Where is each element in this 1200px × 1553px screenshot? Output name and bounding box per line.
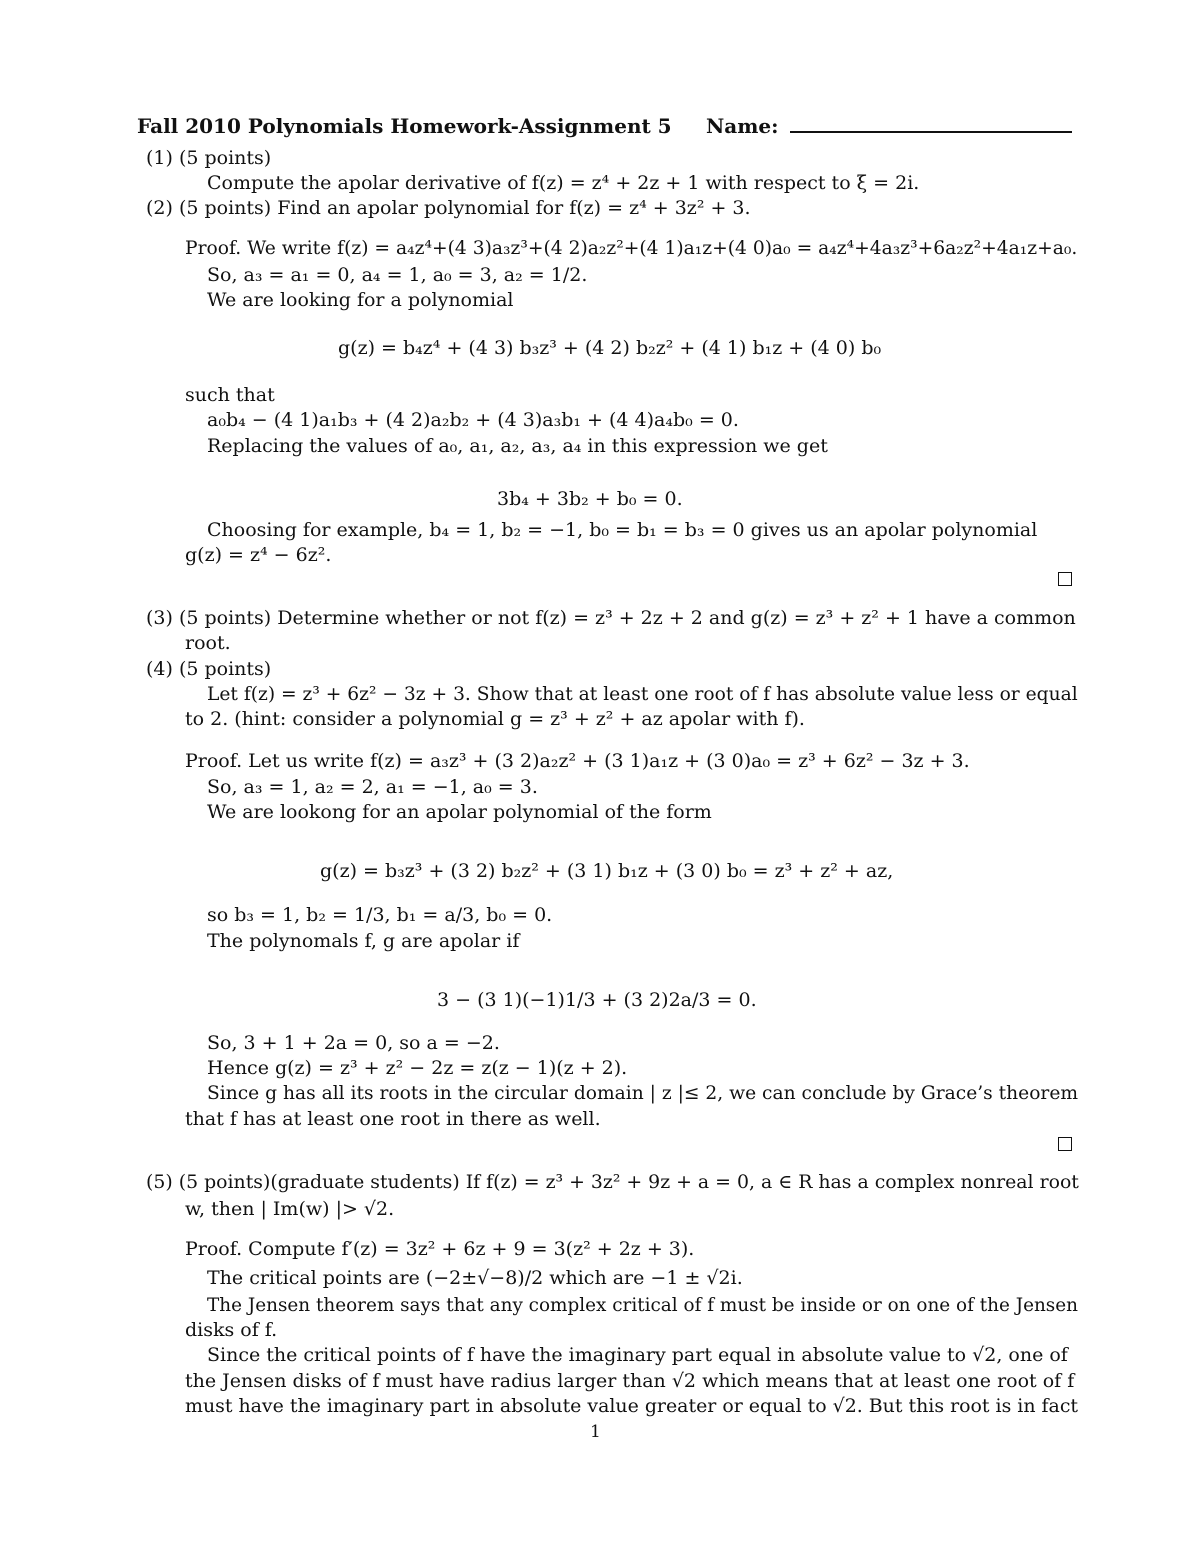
problem-4-line-2: to 2. (hint: consider a polynomial g = z³ + z² + az apolar with f). bbox=[185, 708, 805, 730]
name-blank-line bbox=[790, 131, 1072, 133]
qed-symbol bbox=[1058, 572, 1072, 586]
proof-4-line-2: So, a₃ = 1, a₂ = 2, a₁ = −1, a₀ = 3. bbox=[207, 776, 538, 798]
problem-2-header: (2) (5 points) Find an apolar polynomial for f(z) = z⁴ + 3z² + 3. bbox=[146, 197, 751, 219]
proof-2-line-1: Proof. We write f(z) = a₄z⁴+(4 3)a₃z³+(4 2)a₂z²+(4 1)a₁z+(4 0)a₀ = a₄z⁴+4a₃z³+6a₂z²+4a₁z+a₀. bbox=[185, 237, 1078, 259]
proof-2-line-8: g(z) = z⁴ − 6z². bbox=[185, 544, 332, 566]
qed-symbol bbox=[1058, 1137, 1072, 1151]
problem-1-text: Compute the apolar derivative of f(z) = z⁴ + 2z + 1 with respect to ξ = 2i. bbox=[207, 172, 920, 194]
proof-2-display-2: 3b₄ + 3b₂ + b₀ = 0. bbox=[497, 488, 683, 510]
proof-2-line-6: Replacing the values of a₀, a₁, a₂, a₃, a₄ in this expression we get bbox=[207, 435, 828, 457]
proof-4-display-2: 3 − (3 1)(−1)1/3 + (3 2)2a/3 = 0. bbox=[437, 989, 757, 1011]
name-label: Name: bbox=[706, 114, 779, 138]
problem-3-line-2: root. bbox=[185, 632, 231, 654]
proof-4-line-6: So, 3 + 1 + 2a = 0, so a = −2. bbox=[207, 1032, 500, 1054]
proof-2-line-2: So, a₃ = a₁ = 0, a₄ = 1, a₀ = 3, a₂ = 1/2. bbox=[207, 264, 588, 286]
problem-5-line-2: w, then | Im(w) |> √2. bbox=[185, 1198, 395, 1220]
proof-2-display-1: g(z) = b₄z⁴ + (4 3) b₃z³ + (4 2) b₂z² + (4 1) b₁z + (4 0) b₀ bbox=[338, 337, 882, 359]
page-number: 1 bbox=[590, 1422, 601, 1442]
problem-1-header: (1) (5 points) bbox=[146, 147, 272, 169]
proof-2-line-4: such that bbox=[185, 384, 275, 406]
proof-5-line-1: Proof. Compute f′(z) = 3z² + 6z + 9 = 3(z² + 2z + 3). bbox=[185, 1238, 695, 1260]
proof-4-line-1: Proof. Let us write f(z) = a₃z³ + (3 2)a₂z² + (3 1)a₁z + (3 0)a₀ = z³ + 6z² − 3z + 3. bbox=[185, 750, 970, 772]
problem-3-line-1: (3) (5 points) Determine whether or not f(z) = z³ + 2z + 2 and g(z) = z³ + z² + 1 have a common bbox=[146, 607, 1076, 629]
proof-2-line-7: Choosing for example, b₄ = 1, b₂ = −1, b₀ = b₁ = b₃ = 0 gives us an apolar polynomial bbox=[207, 519, 1038, 541]
proof-5-line-6: the Jensen disks of f must have radius larger than √2 which means that at least one root of f bbox=[185, 1370, 1075, 1392]
proof-5-line-5: Since the critical points of f have the imaginary part equal in absolute value to √2, one of bbox=[207, 1344, 1068, 1366]
proof-5-line-4: disks of f. bbox=[185, 1319, 278, 1341]
proof-4-line-8: Since g has all its roots in the circular domain | z |≤ 2, we can conclude by Grace’s theorem bbox=[207, 1082, 1079, 1104]
problem-4-header: (4) (5 points) bbox=[146, 658, 272, 680]
proof-5-line-3: The Jensen theorem says that any complex critical of f must be inside or on one of the Jensen bbox=[207, 1294, 1078, 1316]
proof-5-line-7: must have the imaginary part in absolute value greater or equal to √2. But this root is in fact bbox=[185, 1395, 1079, 1417]
problem-4-line-1: Let f(z) = z³ + 6z² − 3z + 3. Show that at least one root of f has absolute value less or equal bbox=[207, 683, 1078, 705]
proof-5-line-2: The critical points are (−2±√−8)/2 which are −1 ± √2i. bbox=[207, 1267, 743, 1289]
proof-4-line-4: so b₃ = 1, b₂ = 1/3, b₁ = a/3, b₀ = 0. bbox=[207, 904, 553, 926]
proof-2-line-3: We are looking for a polynomial bbox=[207, 289, 514, 311]
proof-4-display-1: g(z) = b₃z³ + (3 2) b₂z² + (3 1) b₁z + (3 0) b₀ = z³ + z² + az, bbox=[320, 860, 894, 882]
proof-4-line-7: Hence g(z) = z³ + z² − 2z = z(z − 1)(z + 2). bbox=[207, 1057, 628, 1079]
proof-4-line-3: We are lookong for an apolar polynomial of the form bbox=[207, 801, 712, 823]
proof-4-line-9: that f has at least one root in there as well. bbox=[185, 1108, 601, 1130]
proof-2-line-5: a₀b₄ − (4 1)a₁b₃ + (4 2)a₂b₂ + (4 3)a₃b₁ + (4 4)a₄b₀ = 0. bbox=[207, 409, 739, 431]
proof-4-line-5: The polynomals f, g are apolar if bbox=[207, 930, 520, 952]
problem-5-line-1: (5) (5 points)(graduate students) If f(z) = z³ + 3z² + 9z + a = 0, a ∈ R has a complex nonreal root bbox=[146, 1171, 1079, 1193]
assignment-title: Fall 2010 Polynomials Homework-Assignment 5 bbox=[137, 114, 672, 138]
